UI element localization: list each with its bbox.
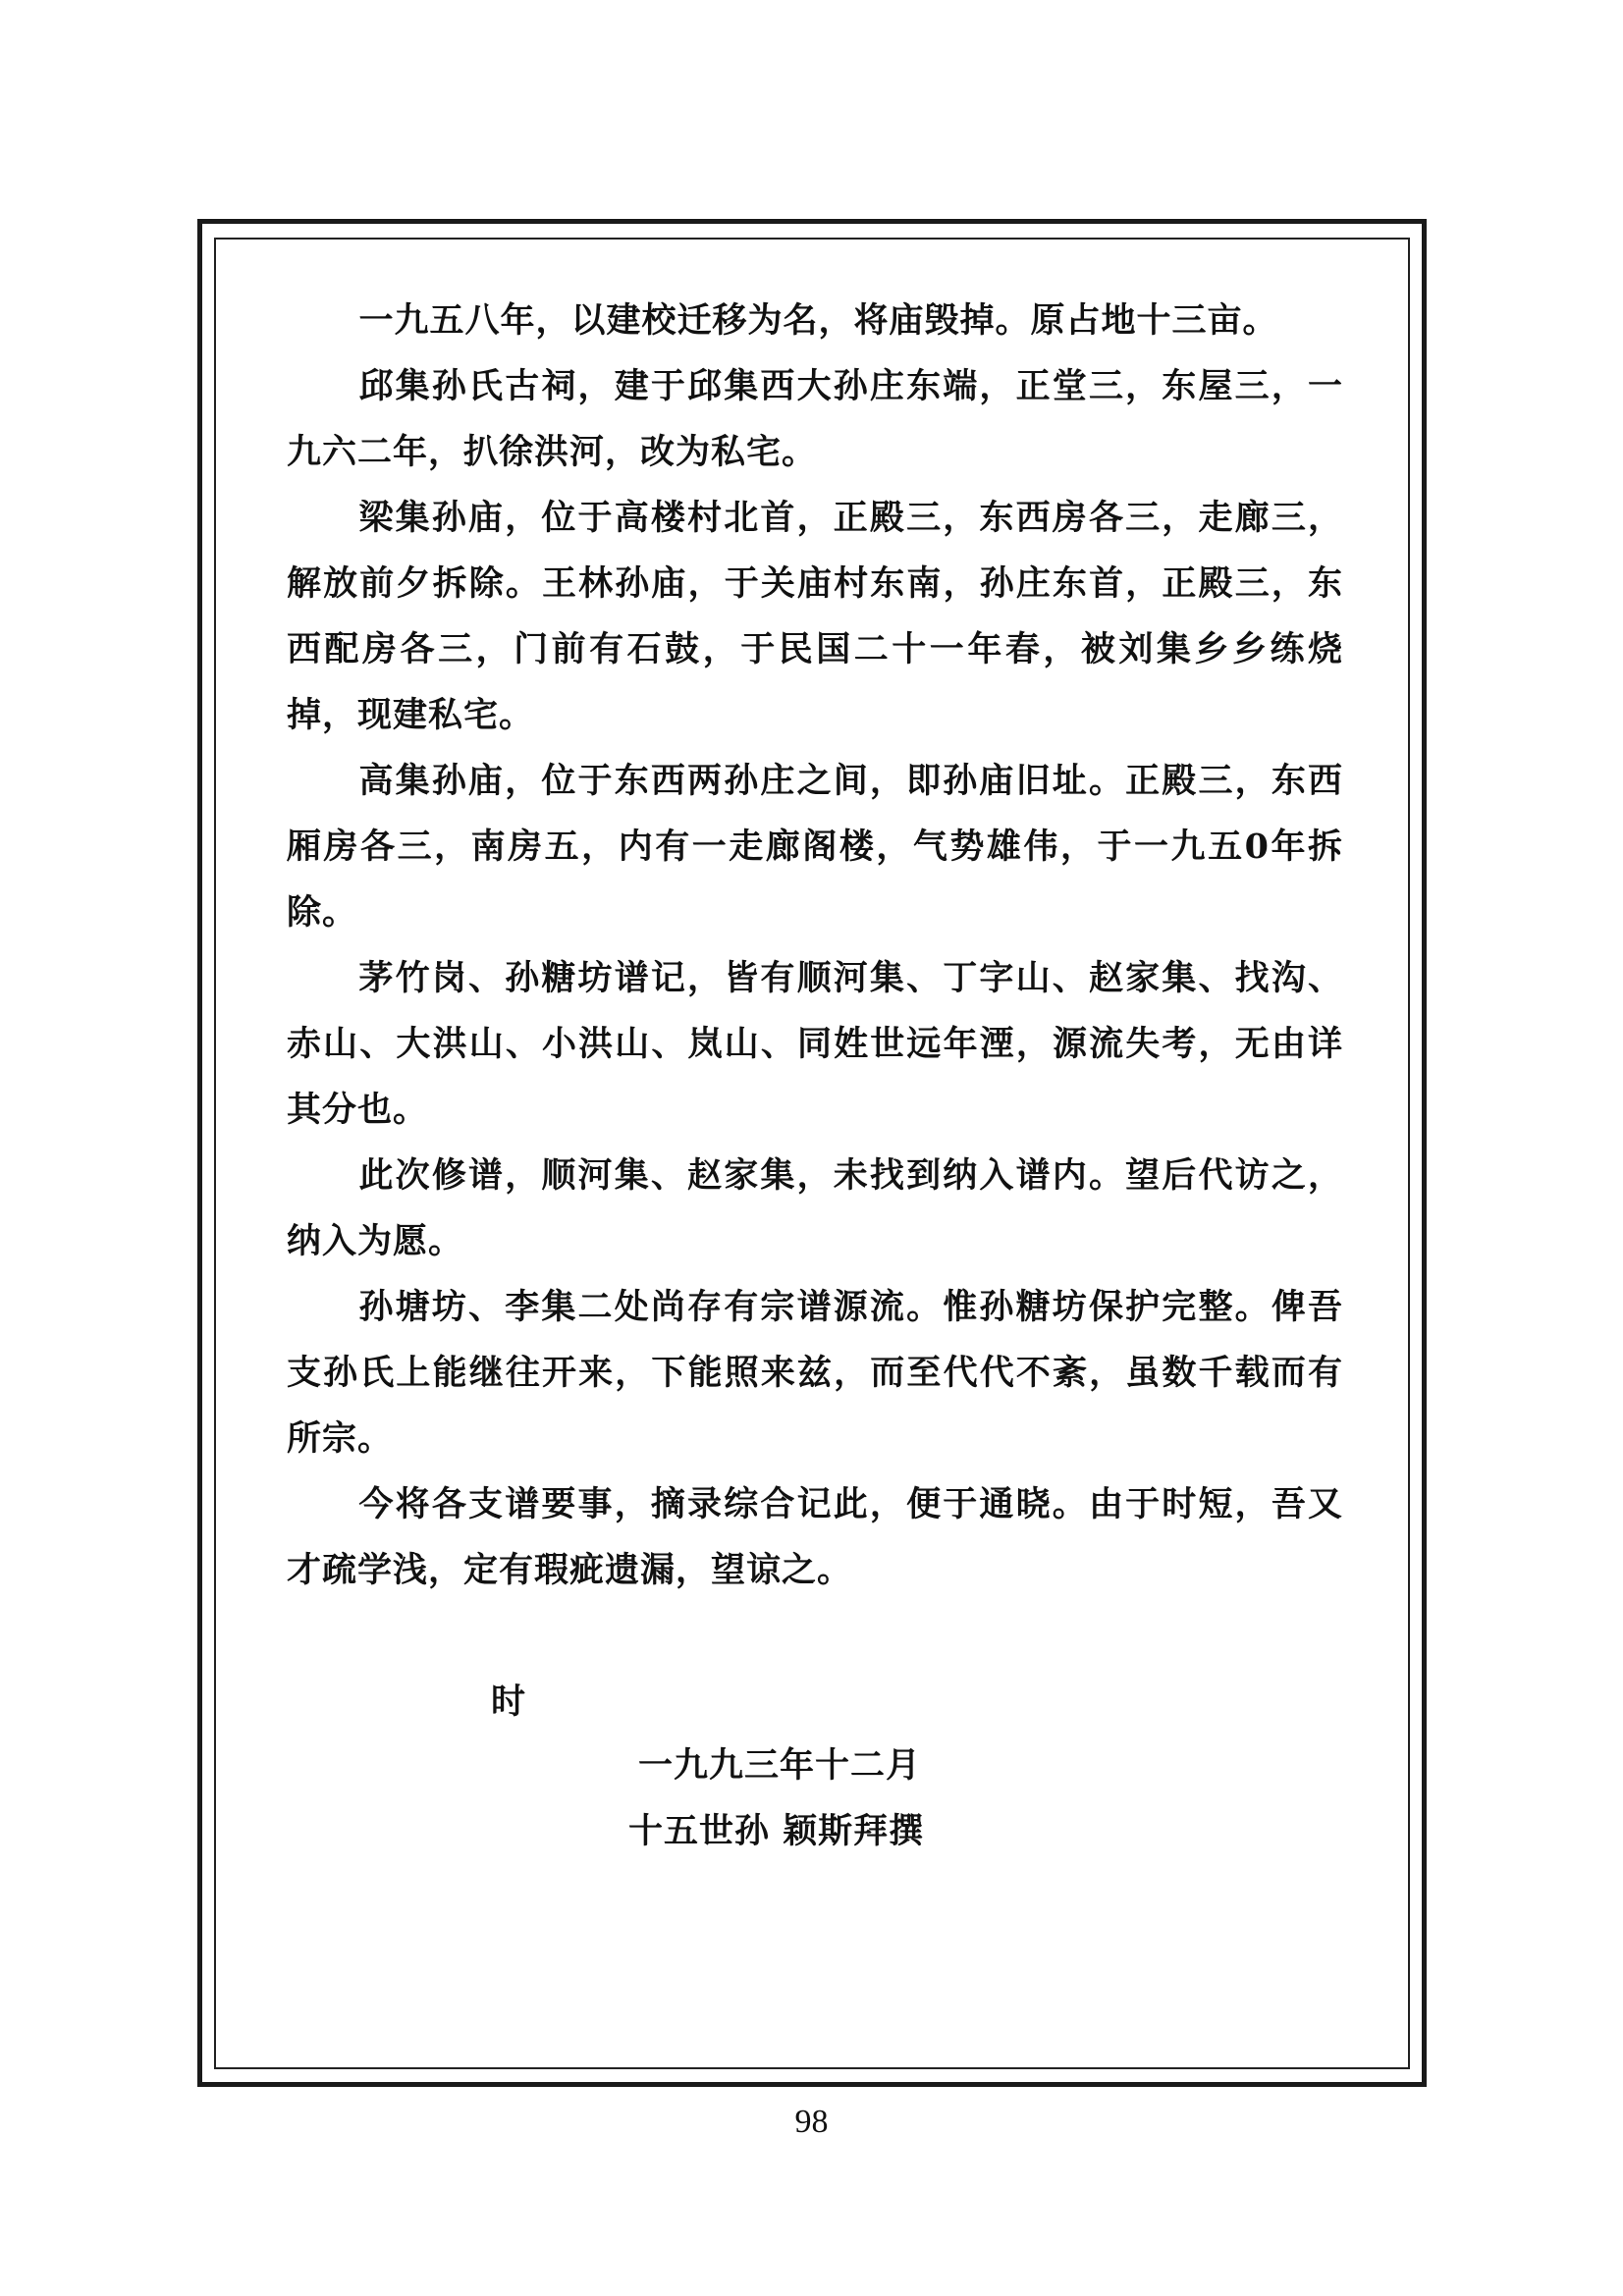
paragraph: 高集孙庙，位于东西两孙庄之间，即孙庙旧址。正殿三，东西厢房各三，南房五，内有一走廊阁楼，气势雄伟，于一九五0年拆除。 <box>287 761 1343 933</box>
paragraph: 茅竹岗、孙糖坊谱记，皆有顺河集、丁字山、赵家集、找沟、赤山、大洪山、小洪山、岚山、同姓世远年湮，源流失考，无由详其分也。 <box>287 958 1343 1130</box>
signature-date: 一九九三年十二月 <box>638 1745 922 1786</box>
paragraph: 孙塘坊、李集二处尚存有宗谱源流。惟孙糖坊保护完整。俾吾支孙氏上能继往开来，下能照来兹，而至代代不紊，虽数千载而有所宗。 <box>287 1287 1343 1459</box>
signature-time-label: 时 <box>491 1682 526 1722</box>
page-number: 98 <box>794 2104 829 2140</box>
paragraph: 此次修谱，顺河集、赵家集，未找到纳入谱内。望后代访之，纳入为愿。 <box>287 1155 1343 1261</box>
paragraph: 邱集孙氏古祠，建于邱集西大孙庄东端，正堂三，东屋三，一九六二年，扒徐洪河，改为私宅。 <box>287 366 1343 472</box>
paragraph: 梁集孙庙，位于高楼村北首，正殿三，东西房各三，走廊三，解放前夕拆除。王林孙庙，于关庙村东南，孙庄东首，正殿三，东西配房各三，门前有石鼓，于民国二十一年春，被刘集乡乡练烧掉，现建私宅。 <box>287 498 1343 735</box>
signature-author: 十五世孙 颖斯拜撰 <box>628 1811 925 1851</box>
paragraph: 今将各支谱要事，摘录综合记此，便于通晓。由于时短，吾又才疏学浅，定有瑕疵遗漏，望谅之。 <box>287 1484 1343 1590</box>
body-text <box>287 288 1343 1603</box>
paragraph: 一九五八年，以建校迁移为名，将庙毁掉。原占地十三亩。 <box>358 300 1278 341</box>
